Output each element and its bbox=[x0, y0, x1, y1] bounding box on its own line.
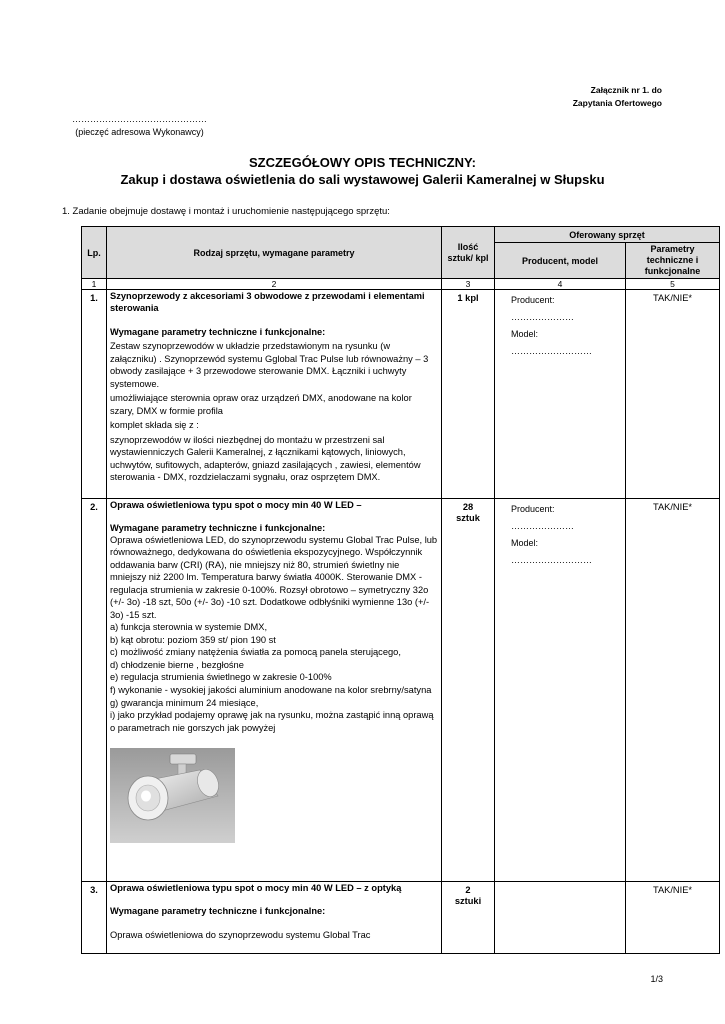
page-number: 1/3 bbox=[650, 974, 663, 984]
row-qty bbox=[442, 882, 495, 954]
header-offered: Oferowany sprzęt bbox=[495, 227, 720, 243]
header-item: Rodzaj sprzętu, wymagane parametry bbox=[107, 227, 442, 279]
list-item: a) funkcja sterownia w systemie DMX, bbox=[110, 622, 268, 632]
paragraph: Oprawa oświetleniowa LED, do szynoprzewodu systemu Global Trac Pulse, lub równoważnego, dedykowana do oświetlenia ekspozycyjnego. Współczynnik oddawania barw (CRI) (RA), nie mniejszy niż 80, strumień świetlny nie mniejszy niż 2200 lm. Temperatura barwy światła 4000K. Sterowanie DMX - regulacja strumienia w zakresie 0-100%. Rozsył obrotowo – symetryczny 32o (+/- 3o) -18 szt, 50o (+/- 3o) -10 szt. Dodatkowe odbłyśniki wymienne 13o (+/- 3o) -15 szt. bbox=[110, 534, 438, 620]
qty-value: 28 bbox=[462, 502, 474, 512]
col-number: 5 bbox=[626, 279, 720, 290]
list-item: f) wykonanie - wysokiej jakości aluminium anodowane na kolor srebrny/satyna bbox=[110, 684, 432, 695]
producer-field[interactable]: Producent: ………………… bbox=[511, 504, 574, 531]
col-number: 1 bbox=[82, 279, 107, 290]
stamp-dots: ……………………………………… bbox=[72, 114, 207, 124]
qty-unit: sztuk bbox=[456, 513, 480, 523]
tak-nie-field[interactable]: TAK/NIE* bbox=[626, 499, 720, 882]
paragraph: umożliwiające sterownia opraw oraz urządzeń DMX, anodowane na kolor szary, DMX w formie profila bbox=[110, 393, 412, 416]
list-item: d) chłodzenie bierne , bezgłośne bbox=[110, 659, 244, 670]
paragraph: komplet składa się z : bbox=[110, 420, 199, 430]
annex-line-2: Zapytania Ofertowego bbox=[572, 98, 662, 108]
model-field[interactable]: Model: ……………………… bbox=[511, 538, 592, 565]
params-subheading: Wymagane parametry techniczne i funkcjonalne: bbox=[110, 905, 326, 916]
col-number: 3 bbox=[442, 279, 495, 290]
row-description bbox=[107, 882, 442, 954]
row-qty bbox=[442, 499, 495, 882]
row-producer-model bbox=[495, 290, 626, 499]
feature-list bbox=[110, 621, 438, 734]
title-line-2: Zakup i dostawa oświetlenia do sali wystawowej Galerii Kameralnej w Słupsku bbox=[120, 172, 605, 187]
row-lp: 1. bbox=[82, 290, 107, 499]
paragraph: szynoprzewodów w ilości niezbędnej do montażu w przestrzeni sal wystawienniczych Galerii Kameralnej, z łącznikami kątowych, liniowych, uchwytów, sufitowych, adapterów, gniazd zasilających , zawiesi, elementów sterowania - DMX, rozdzielaczami sygnału, oraz osprzętem DMX. bbox=[110, 434, 421, 482]
stamp-label: (pieczęć adresowa Wykonawcy) bbox=[75, 127, 204, 137]
item-name: Oprawa oświetleniowa typu spot o mocy min 40 W LED – z optyką bbox=[110, 883, 402, 893]
row-producer-model[interactable] bbox=[495, 882, 626, 954]
item-name: Szynoprzewody z akcesoriami 3 obwodowe z przewodami i elementami sterowania bbox=[110, 291, 425, 313]
col-number: 4 bbox=[495, 279, 626, 290]
row-lp: 3. bbox=[82, 882, 107, 954]
paragraph: Zestaw szynoprzewodów w układzie przedstawionym na rysunku (w załączniku) . Szynoprzewód systemu Gglobal Trac Pulse lub równoważny – 3 obwody zasilające + 3 przewodowe sterowanie DMX. Łączniki i uchwyty systemowe. bbox=[110, 341, 429, 389]
header-producer: Producent, model bbox=[495, 243, 626, 279]
header-qty: Ilość sztuk/ kpl bbox=[442, 227, 495, 279]
list-item: g) gwarancja minimum 24 miesiące, bbox=[110, 697, 259, 708]
params-subheading: Wymagane parametry techniczne i funkcjonalne: bbox=[110, 522, 326, 533]
specification-table bbox=[81, 226, 720, 954]
document-title bbox=[0, 154, 725, 188]
params-subheading: Wymagane parametry techniczne i funkcjonalne: bbox=[110, 327, 326, 337]
row-description bbox=[107, 290, 442, 499]
table-row bbox=[82, 290, 720, 499]
annex-line-1: Załącznik nr 1. do bbox=[590, 85, 662, 95]
qty-unit: sztuki bbox=[454, 896, 482, 906]
list-item: b) kąt obrotu: poziom 359 st/ pion 190 st bbox=[110, 634, 276, 645]
qty-value: 2 bbox=[465, 885, 471, 895]
spotlight-image bbox=[110, 748, 235, 843]
row-lp: 2. bbox=[82, 499, 107, 882]
list-item: i) jako przykład podajemy oprawę jak na rysunku, można zastąpić inną oprawą o parametrach nie gorszych jak powyżej bbox=[110, 710, 434, 733]
item-name: Oprawa oświetleniowa typu spot o mocy min 40 W LED – bbox=[110, 500, 362, 510]
row-description bbox=[107, 499, 442, 882]
contractor-stamp bbox=[72, 113, 207, 139]
intro-text: 1. Zadanie obejmuje dostawę i montaż i uruchomienie następującego sprzętu: bbox=[62, 206, 390, 217]
table-row bbox=[82, 882, 720, 954]
col-number: 2 bbox=[107, 279, 442, 290]
title-line-1: SZCZEGÓŁOWY OPIS TECHNICZNY: bbox=[248, 155, 477, 170]
list-item: c) możliwość zmiany natężenia światła za pomocą panela sterującego, bbox=[110, 647, 401, 658]
list-item: e) regulacja strumienia świetlnego w zakresie 0-100% bbox=[110, 672, 332, 683]
table-row bbox=[82, 499, 720, 882]
tak-nie-field[interactable]: TAK/NIE* bbox=[626, 882, 720, 954]
header-lp: Lp. bbox=[82, 227, 107, 279]
column-number-row bbox=[82, 279, 720, 290]
tak-nie-field[interactable]: TAK/NIE* bbox=[626, 290, 720, 499]
row-producer-model bbox=[495, 499, 626, 882]
row-qty: 1 kpl bbox=[442, 290, 495, 499]
paragraph: Oprawa oświetleniowa do szynoprzewodu systemu Global Trac bbox=[110, 929, 371, 940]
producer-field[interactable]: Producent: ………………… bbox=[511, 295, 574, 322]
model-field[interactable]: Model: ……………………… bbox=[511, 329, 592, 356]
header-params: Parametry techniczne i funkcjonalne bbox=[626, 243, 720, 279]
annex-label bbox=[573, 84, 662, 110]
